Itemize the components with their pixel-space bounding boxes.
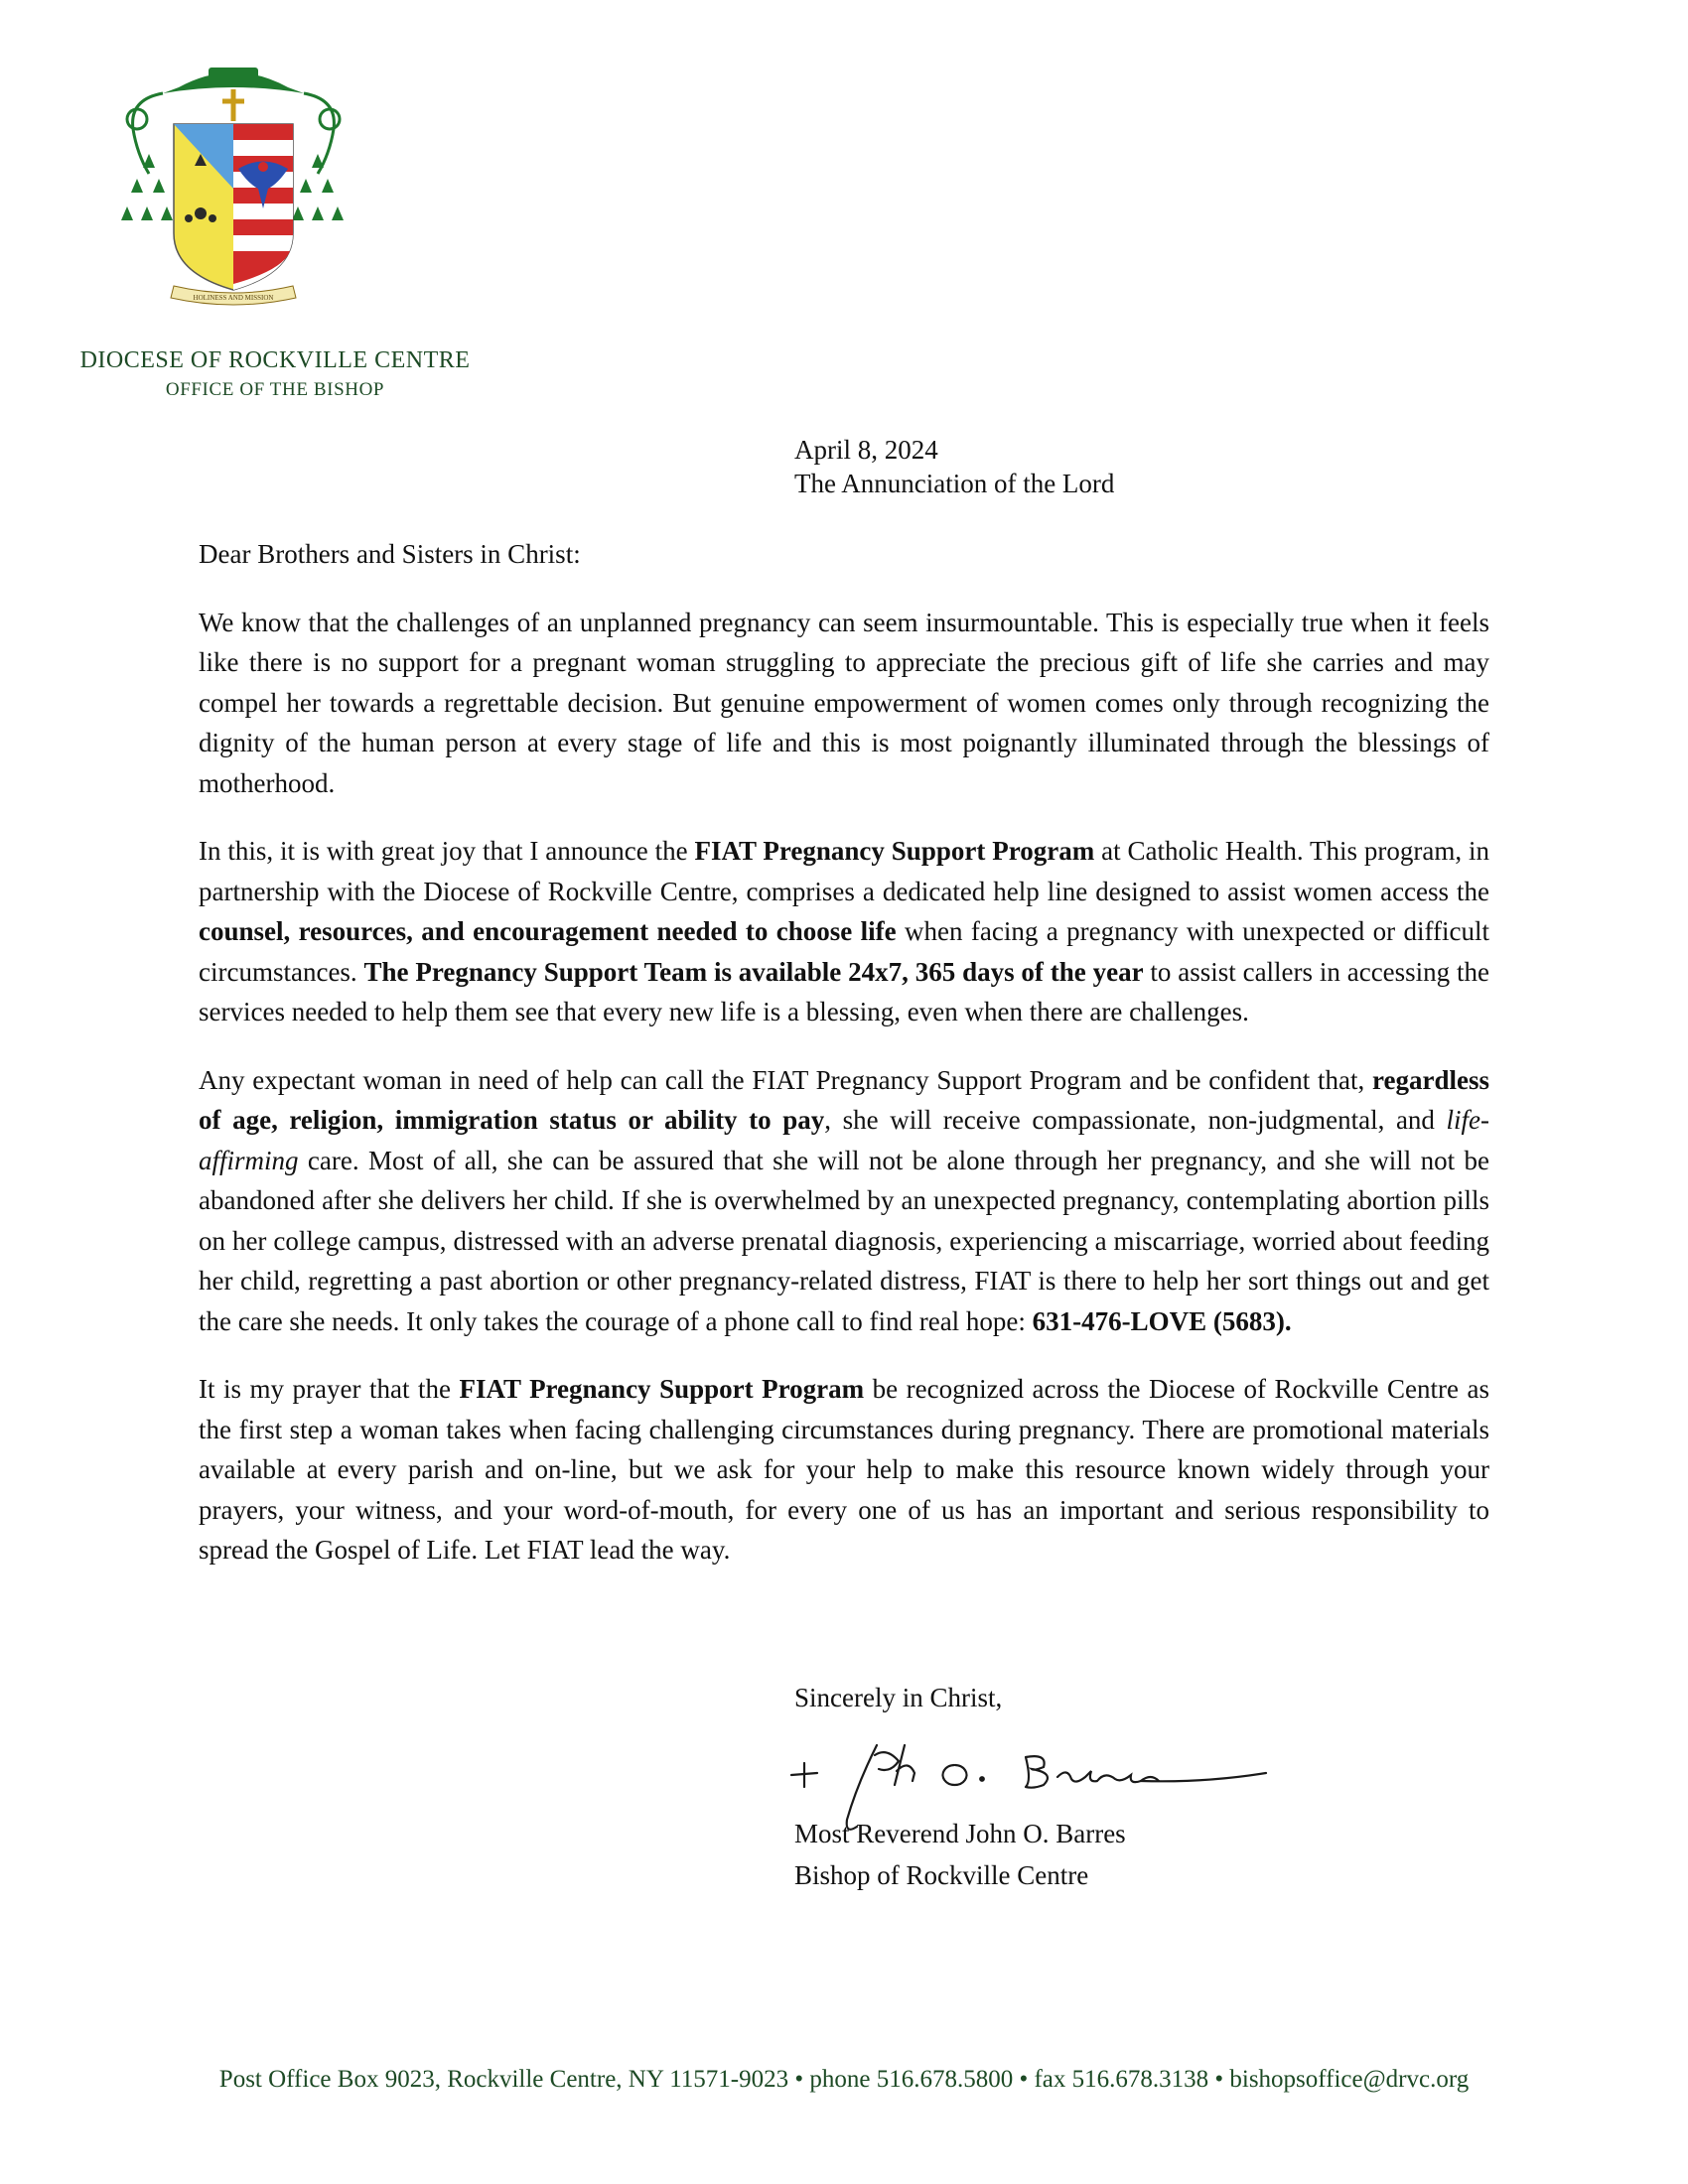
office-name: OFFICE OF THE BISHOP: [165, 379, 385, 400]
text-run: , she will receive compassionate, non-judgmental, and: [824, 1105, 1447, 1135]
salutation: Dear Brothers and Sisters in Christ:: [199, 539, 581, 569]
signer-block: [794, 1813, 1126, 1896]
paragraph-3: [199, 1060, 1489, 1342]
text-run: when facing a pregnancy with unexpected or difficult circumstances.: [199, 916, 1489, 987]
text-run: It is my prayer that the: [199, 1374, 460, 1404]
letter-body: [199, 534, 1489, 1598]
paragraph-1: We know that the challenges of an unplanned pregnancy can seem insurmountable. This is especially true when it feels like there is no support for a pregnant woman struggling to appreciate the precious gift of life she carries and may compel her towards a regrettable decision. But genuine empowerment of women comes only through recognizing the dignity of the human person at every stage of life and this is most poignantly illuminated through the blessings of motherhood.: [199, 607, 1489, 798]
signer-name: Most Reverend John O. Barres: [794, 1819, 1126, 1848]
text-run: In this, it is with great joy that I announce the: [199, 836, 695, 866]
hotline-number: 631-476-LOVE (5683).: [1032, 1305, 1292, 1336]
text-run: care. Most of all, she can be assured that she will not be alone through her pregnancy, and she will not be abandoned after she delivers her child. If she is overwhelmed by an unexpected pregnancy, contemplating abortion pills on her college campus, distressed with an adverse prenatal diagnosis, experiencing a miscarriage, worried about feeding her child, regretting a past abortion or other pregnancy-related distress, FIAT is there to help her sort things out and get the care she needs. It only takes the courage of a phone call to find real hope:: [199, 1145, 1489, 1336]
valediction: Sincerely in Christ,: [794, 1683, 1003, 1712]
paragraph-4: [199, 1369, 1489, 1570]
emphasis-text: counsel, resources, and encouragement needed to choose life: [199, 916, 897, 946]
italic-text: life-affirming: [199, 1105, 1490, 1175]
text-run: at Catholic Health. This program, in partnership with the Diocese of Rockville Centre, comprises a dedicated help line designed to assist women access the: [199, 836, 1489, 906]
text-run: Any expectant woman in need of help can call the FIAT Pregnancy Support Program and be confident that,: [199, 1064, 1373, 1095]
letter-date: April 8, 2024: [794, 435, 938, 465]
diocese-coat-of-arms-logo: [119, 60, 348, 318]
program-name: FIAT Pregnancy Support Program: [459, 1374, 865, 1404]
footer-contact-info: Post Office Box 9023, Rockville Centre, NY 11571-9023 • phone 516.678.5800 • fax 516.678.3138 • bishopsoffice@drvc.org: [218, 2066, 1470, 2093]
signer-title: Bishop of Rockville Centre: [794, 1860, 1089, 1890]
feast-day: The Annunciation of the Lord: [794, 469, 1115, 498]
program-name: FIAT Pregnancy Support Program: [694, 836, 1095, 866]
eligibility-text: regardless of age, religion, immigration status or ability to pay: [199, 1064, 1489, 1135]
date-block: [794, 433, 1114, 500]
text-run: be recognized across the Diocese of Rockville Centre as the first step a woman takes when facing challenging circumstances during pregnancy. There are promotional materials available at every parish and on-line, but we ask for your help to make this resource known widely through your prayers, your witness, and your word-of-mouth, for every one of us has an important and serious responsibility to spread the Gospel of Life. Let FIAT lead the way.: [199, 1374, 1489, 1565]
text-run: to assist callers in accessing the services needed to help them see that every new life is a blessing, even when there are challenges.: [199, 956, 1490, 1026]
paragraph-2: [199, 831, 1489, 1032]
availability-text: The Pregnancy Support Team is available 24x7, 365 days of the year: [363, 956, 1144, 987]
organization-name: DIOCESE OF ROCKVILLE CENTRE: [79, 347, 471, 373]
crest-motto: HOLINESS AND MISSION: [193, 294, 274, 302]
